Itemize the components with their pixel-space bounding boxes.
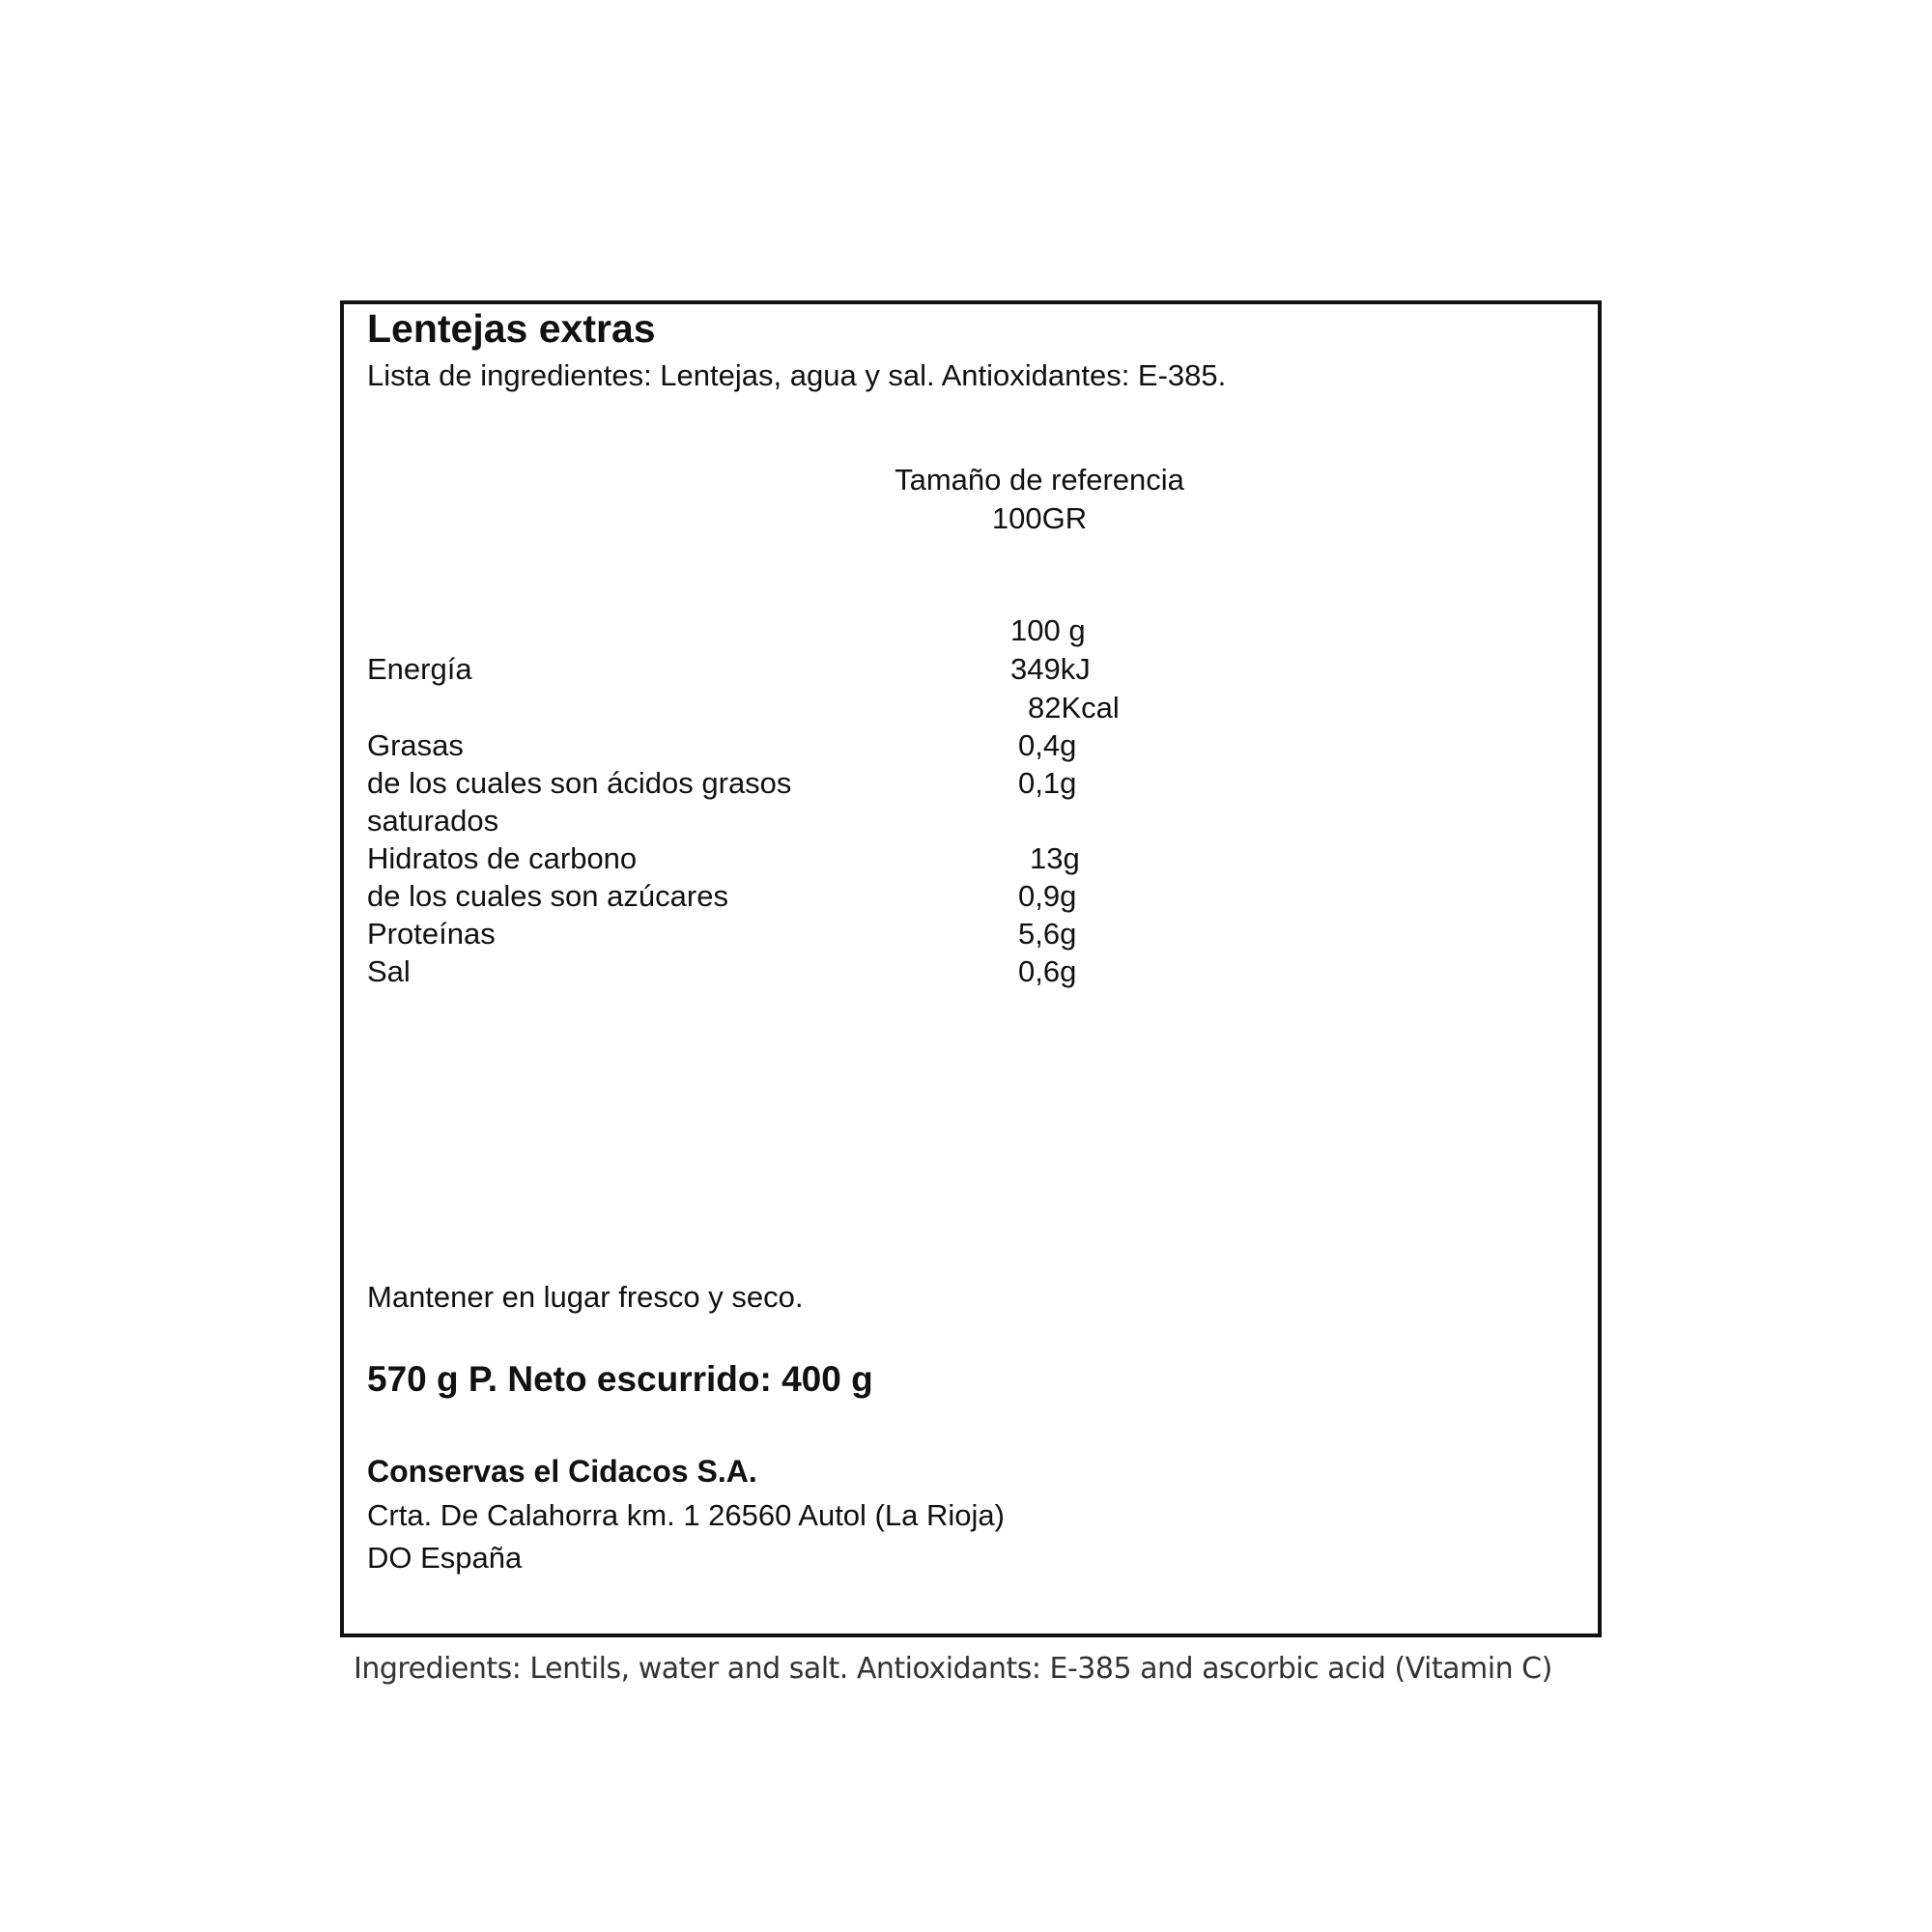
nutrient-name: Grasas [367,728,464,762]
nutrient-value: 13g [1030,841,1080,875]
nutrient-value: 82Kcal [1028,691,1120,724]
nutrient-name: saturados [367,804,499,838]
nutrition-label [340,300,1602,1637]
nutrient-name: Energía [367,652,472,686]
ingredients-list: Lista de ingredientes: Lentejas, agua y sal. Antioxidantes: E-385. [367,358,1227,392]
nutrient-name: de los cuales son azúcares [367,879,728,913]
reference-title: Tamaño de referencia [895,463,1184,497]
company-address: Crta. De Calahorra km. 1 26560 Autol (La Rioja) [367,1498,1005,1532]
reference-size [846,461,1233,538]
column-header: 100 g [1010,613,1086,647]
nutrient-name: Proteínas [367,917,496,951]
nutrient-value: 0,6g [1018,954,1077,988]
storage-instructions: Mantener en lugar fresco y seco. [367,1280,804,1314]
nutrient-value: 0,1g [1018,766,1077,800]
nutrient-name: de los cuales son ácidos grasos [367,766,792,800]
country-of-origin: DO España [367,1541,523,1575]
nutrient-name: Sal [367,954,411,988]
nutrient-name: Hidratos de carbono [367,841,638,875]
reference-amount: 100GR [991,501,1088,535]
nutrient-value: 0,4g [1018,728,1077,762]
nutrient-value: 5,6g [1018,917,1077,951]
nutrient-value: 0,9g [1018,879,1077,913]
nutrient-value: 349kJ [1010,652,1091,686]
english-ingredients: Ingredients: Lentils, water and salt. Antioxidants: E-385 and ascorbic acid (Vitamin C) [354,1652,1552,1686]
company-name: Conservas el Cidacos S.A. [367,1454,757,1489]
net-weight: 570 g P. Neto escurrido: 400 g [367,1359,873,1399]
product-title: Lentejas extras [367,306,656,351]
